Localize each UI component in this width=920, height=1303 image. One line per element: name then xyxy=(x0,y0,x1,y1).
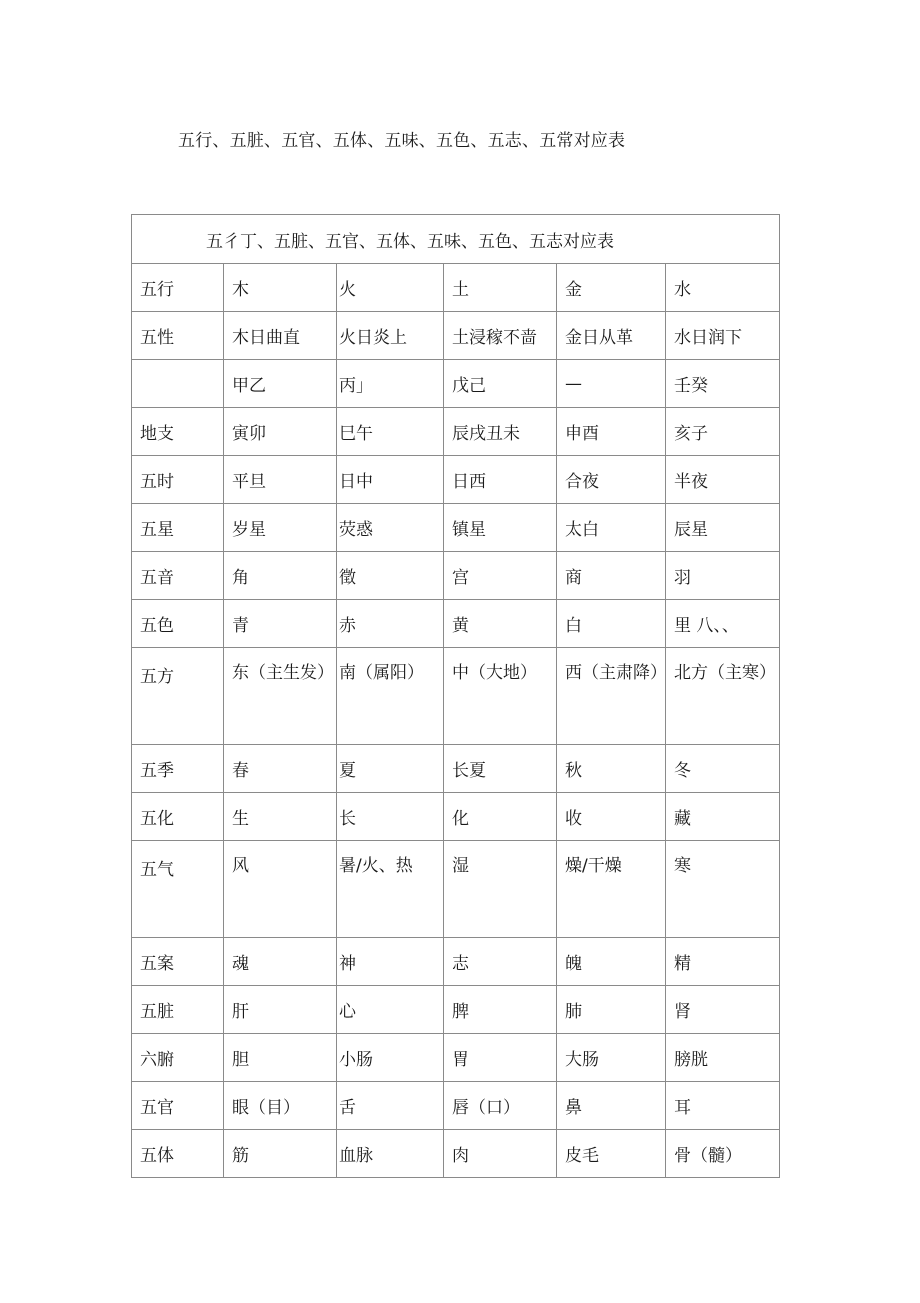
table-cell: 水日润下 xyxy=(666,312,780,360)
table-row xyxy=(132,938,780,986)
table-cell: 胃 xyxy=(444,1034,557,1082)
row-header-cell: 五体 xyxy=(132,1130,224,1178)
table-row xyxy=(132,600,780,648)
table-cell: 化 xyxy=(444,793,557,841)
row-header-cell: 五脏 xyxy=(132,986,224,1034)
table-cell: 半夜 xyxy=(666,456,780,504)
table-cell: 岁星 xyxy=(224,504,337,552)
table-row xyxy=(132,360,780,408)
table-cell: 平旦 xyxy=(224,456,337,504)
document-title: 五行、五脏、五官、五体、五味、五色、五志、五常对应表 xyxy=(178,131,626,151)
table-row xyxy=(132,312,780,360)
table-cell: — xyxy=(557,360,666,408)
table-cell: 长夏 xyxy=(444,745,557,793)
table-cell: 日中 xyxy=(337,456,444,504)
table-cell: 肾 xyxy=(666,986,780,1034)
table-cell: 耳 xyxy=(666,1082,780,1130)
table-cell: 辰星 xyxy=(666,504,780,552)
table-cell: 宫 xyxy=(444,552,557,600)
table-cell: 肺 xyxy=(557,986,666,1034)
table-cell: 皮毛 xyxy=(557,1130,666,1178)
table-row xyxy=(132,648,780,745)
table-cell: 藏 xyxy=(666,793,780,841)
table-cell: 暑/火、热 xyxy=(337,841,444,938)
table-cell: 生 xyxy=(224,793,337,841)
row-header-cell: 五行 xyxy=(132,264,224,312)
table-cell: 长 xyxy=(337,793,444,841)
table-row xyxy=(132,841,780,938)
table-cell: 魂 xyxy=(224,938,337,986)
table-cell: 肉 xyxy=(444,1130,557,1178)
table-cell: 太白 xyxy=(557,504,666,552)
table-cell: 鼻 xyxy=(557,1082,666,1130)
table-caption: 五彳丁、五脏、五官、五体、五味、五色、五志对应表 xyxy=(132,215,780,264)
table-cell: 寅卯 xyxy=(224,408,337,456)
table-cell: 夏 xyxy=(337,745,444,793)
table-cell: 志 xyxy=(444,938,557,986)
table-cell: 日西 xyxy=(444,456,557,504)
table-cell: 小肠 xyxy=(337,1034,444,1082)
table-cell: 金日从革 xyxy=(557,312,666,360)
table-cell: 膀胱 xyxy=(666,1034,780,1082)
row-header-cell: 五星 xyxy=(132,504,224,552)
row-header-cell: 地支 xyxy=(132,408,224,456)
table-cell: 东（主生发） xyxy=(224,648,337,745)
row-header-cell: 六腑 xyxy=(132,1034,224,1082)
table-cell: 里 八、、 xyxy=(666,600,780,648)
table-cell: 壬癸 xyxy=(666,360,780,408)
row-header-cell: 五官 xyxy=(132,1082,224,1130)
correspondence-table xyxy=(131,214,780,1178)
table-cell: 胆 xyxy=(224,1034,337,1082)
table-row xyxy=(132,986,780,1034)
row-header-cell: 五方 xyxy=(132,648,224,745)
row-header-cell: 五案 xyxy=(132,938,224,986)
table-cell: 土 xyxy=(444,264,557,312)
table-cell: 丙」 xyxy=(337,360,444,408)
table-cell: 辰戌丑未 xyxy=(444,408,557,456)
table-row xyxy=(132,504,780,552)
table-row xyxy=(132,793,780,841)
row-header-cell: 五化 xyxy=(132,793,224,841)
table-cell: 收 xyxy=(557,793,666,841)
table-cell: 骨（髓） xyxy=(666,1130,780,1178)
table-cell: 黄 xyxy=(444,600,557,648)
row-header-cell: 五气 xyxy=(132,841,224,938)
table-cell: 商 xyxy=(557,552,666,600)
table-row xyxy=(132,1082,780,1130)
table-cell: 风 xyxy=(224,841,337,938)
table-cell: 西（主肃降） xyxy=(557,648,666,745)
table-cell: 木日曲直 xyxy=(224,312,337,360)
table-cell: 精 xyxy=(666,938,780,986)
table-cell: 角 xyxy=(224,552,337,600)
table-cell: 筋 xyxy=(224,1130,337,1178)
table-cell: 赤 xyxy=(337,600,444,648)
table-cell: 荧惑 xyxy=(337,504,444,552)
table-cell: 申酉 xyxy=(557,408,666,456)
table-cell: 脾 xyxy=(444,986,557,1034)
table-cell: 镇星 xyxy=(444,504,557,552)
table-cell: 肝 xyxy=(224,986,337,1034)
table-row xyxy=(132,745,780,793)
table-row xyxy=(132,1034,780,1082)
table-cell: 戊己 xyxy=(444,360,557,408)
table-cell: 寒 xyxy=(666,841,780,938)
table-cell: 南（属阳） xyxy=(337,648,444,745)
table-cell: 合夜 xyxy=(557,456,666,504)
row-header-cell: 五音 xyxy=(132,552,224,600)
table-cell: 青 xyxy=(224,600,337,648)
table-cell: 舌 xyxy=(337,1082,444,1130)
table-cell: 北方（主寒） xyxy=(666,648,780,745)
table-row xyxy=(132,408,780,456)
table-cell: 白 xyxy=(557,600,666,648)
table-cell: 羽 xyxy=(666,552,780,600)
row-header-cell: 五色 xyxy=(132,600,224,648)
table-cell: 火日炎上 xyxy=(337,312,444,360)
table-cell: 甲乙 xyxy=(224,360,337,408)
row-header-cell: 五时 xyxy=(132,456,224,504)
table-cell: 土浸稼不啬 xyxy=(444,312,557,360)
table-cell: 唇（口） xyxy=(444,1082,557,1130)
table-cell: 湿 xyxy=(444,841,557,938)
table-cell: 金 xyxy=(557,264,666,312)
table-cell: 徵 xyxy=(337,552,444,600)
table-cell: 秋 xyxy=(557,745,666,793)
table-cell: 大肠 xyxy=(557,1034,666,1082)
table-cell: 魄 xyxy=(557,938,666,986)
table-cell: 心 xyxy=(337,986,444,1034)
table-cell: 火 xyxy=(337,264,444,312)
table-cell: 水 xyxy=(666,264,780,312)
table-cell: 冬 xyxy=(666,745,780,793)
table-caption-row xyxy=(132,215,780,264)
table-row xyxy=(132,552,780,600)
table-row xyxy=(132,264,780,312)
table-cell: 木 xyxy=(224,264,337,312)
table-cell: 神 xyxy=(337,938,444,986)
table-cell: 血脉 xyxy=(337,1130,444,1178)
row-header-cell: 五季 xyxy=(132,745,224,793)
row-header-cell: 五性 xyxy=(132,312,224,360)
row-header-cell xyxy=(132,360,224,408)
table-cell: 春 xyxy=(224,745,337,793)
table-row xyxy=(132,1130,780,1178)
table-cell: 巳午 xyxy=(337,408,444,456)
table-cell: 燥/干燥 xyxy=(557,841,666,938)
table-cell: 眼（目） xyxy=(224,1082,337,1130)
table-cell: 亥子 xyxy=(666,408,780,456)
table-row xyxy=(132,456,780,504)
table-cell: 中（大地） xyxy=(444,648,557,745)
